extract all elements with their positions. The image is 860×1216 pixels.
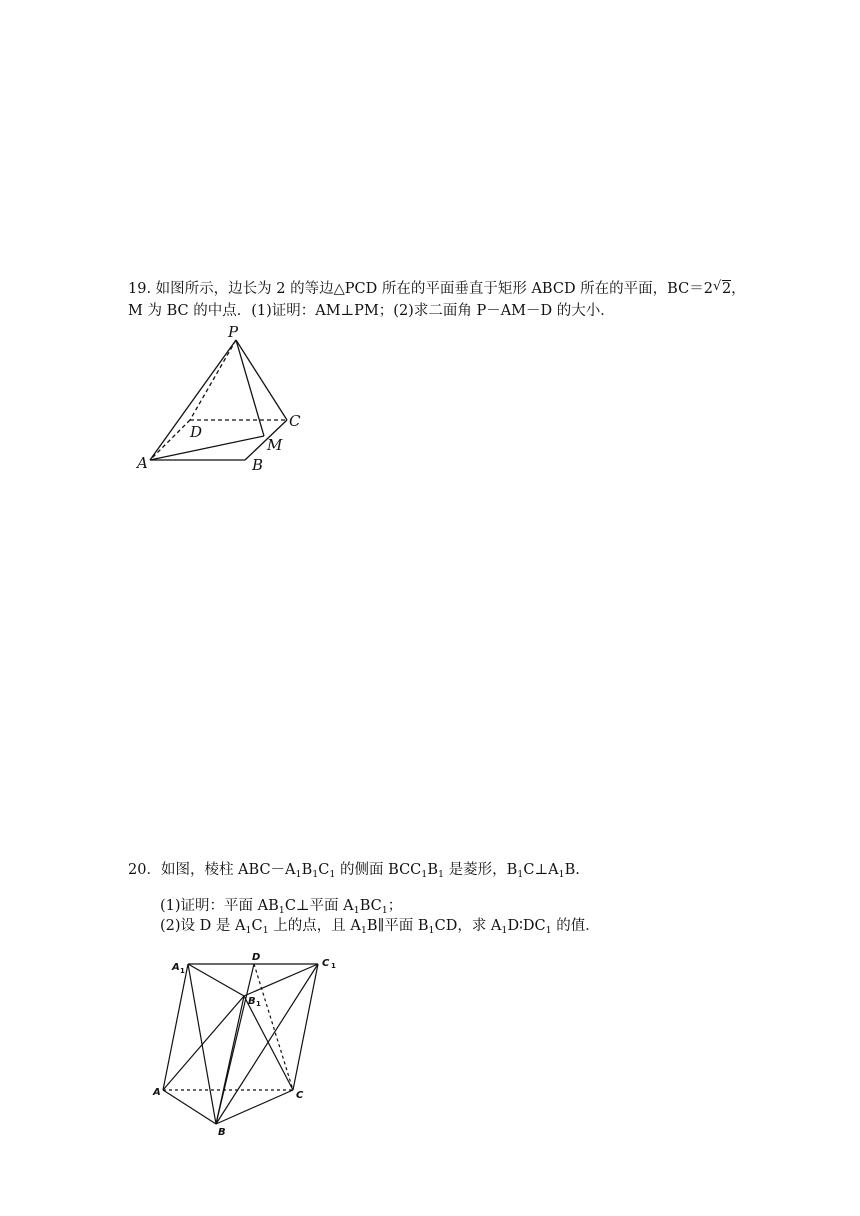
label-B1: B [248, 996, 256, 1007]
q19-line-2: M 为 BC 的中点．(1)证明：AM⊥PM；(2)求二面角 P－AM－D 的大小． [128, 303, 615, 319]
label-M: M [267, 436, 283, 454]
label-C: C [289, 412, 301, 430]
label-B: B [252, 456, 264, 474]
q20-intro: 20．如图，棱柱 $ABC-A_1B_1C_1$ 的侧面 $BCC_1B_1$ 是菱形，$B_1C\perp A_1B$. [128, 862, 580, 880]
svg-text:1: 1 [180, 967, 185, 975]
label-D: D [252, 952, 261, 963]
label-A: A [137, 454, 148, 472]
label-C1: C [322, 958, 330, 969]
label-C: C [296, 1090, 304, 1101]
svg-text:1: 1 [331, 962, 336, 970]
q20-part-1: (1)证明：平面 $AB_1C\perp$平面 $A_1BC_1$； [160, 898, 403, 916]
label-A1: A [172, 962, 180, 973]
label-D: D [190, 423, 203, 441]
label-B: B [218, 1127, 226, 1138]
q19-text-1a: 19. 如图所示，边长为 2 的等边△PCD 所在的平面垂直于矩形 ABCD 所在的平面，BC＝2 [128, 281, 713, 297]
svg-text:1: 1 [256, 1000, 261, 1008]
sqrt-symbol: √ 2 [713, 279, 731, 299]
q20-part-2: (2)设 D 是 $A_1C_1$ 上的点，且 $A_1B\parallel$平面 $B_1CD$，求 $A_1D∶DC_1$ 的值． [160, 918, 600, 936]
q19-line-1: 19. 如图所示，边长为 2 的等边△PCD 所在的平面垂直于矩形 ABCD 所在的平面，BC＝2√ 2， [128, 279, 746, 299]
label-A: A [153, 1087, 161, 1098]
label-P: P [228, 323, 239, 341]
